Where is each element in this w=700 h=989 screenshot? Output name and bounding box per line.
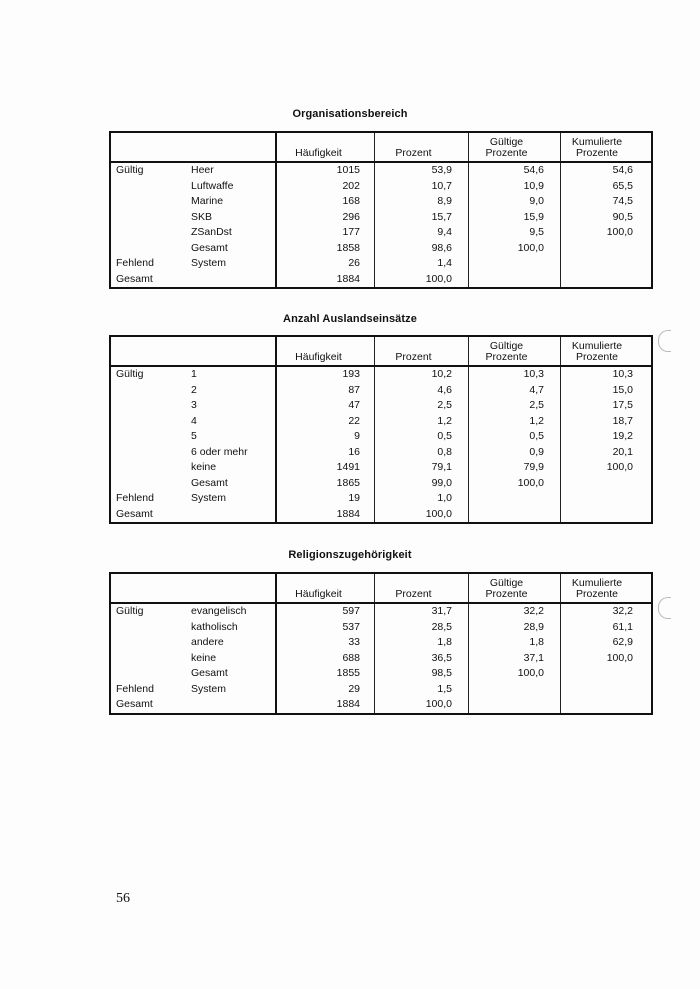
header-empty-group [110, 132, 186, 162]
table-row [110, 179, 652, 195]
row-group-cell [110, 460, 186, 476]
row-group-cell [110, 241, 186, 257]
haeufigkeit-cell: 1865 [276, 476, 375, 492]
row-group-cell: Fehlend [116, 257, 154, 269]
kumulierte-prozente-cell: 100,0 [561, 225, 653, 241]
haeufigkeit-cell: 1015 [276, 162, 375, 179]
header-kumulierte-prozente [561, 132, 653, 162]
header-kumulierte-prozente [561, 336, 653, 366]
kumulierte-prozente-cell: 90,5 [561, 210, 653, 226]
header-empty-group [110, 336, 186, 366]
kumulierte-prozente-cell [561, 697, 653, 714]
kumulierte-prozente-cell: 74,5 [561, 194, 653, 210]
row-group-cell: Gültig [116, 368, 144, 380]
table-row [110, 507, 652, 524]
row-label-cell: 3 [191, 399, 197, 411]
prozent-cell: 1,0 [375, 491, 469, 507]
row-group-cell: Gültig [116, 164, 144, 176]
prozent-cell: 4,6 [375, 383, 469, 399]
prozent-cell: 98,6 [375, 241, 469, 257]
row-label-cell: keine [191, 461, 217, 473]
table-title-organisationsbereich: Organisationsbereich [292, 108, 408, 120]
kumulierte-prozente-cell: 65,5 [561, 179, 653, 195]
gueltige-prozente-cell [469, 682, 561, 698]
gueltige-prozente-cell: 100,0 [469, 666, 561, 682]
table-body [110, 366, 652, 523]
table-row [110, 256, 652, 272]
header-haeufigkeit: Häufigkeit [276, 573, 375, 603]
haeufigkeit-cell: 168 [276, 194, 375, 210]
header-kumulierte-line1: Kumulierte [571, 136, 623, 148]
row-label-cell: Gesamt [191, 241, 228, 254]
row-group-cell [110, 225, 186, 241]
row-group-cell [110, 210, 186, 226]
prozent-cell: 36,5 [375, 651, 469, 667]
haeufigkeit-cell: 177 [276, 225, 375, 241]
gueltige-prozente-cell: 10,3 [469, 366, 561, 383]
kumulierte-prozente-cell: 54,6 [561, 162, 653, 179]
table-row [110, 460, 652, 476]
haeufigkeit-cell: 26 [276, 256, 375, 272]
gueltige-prozente-cell [469, 256, 561, 272]
prozent-cell: 1,4 [375, 256, 469, 272]
haeufigkeit-cell: 1884 [276, 697, 375, 714]
table-row [110, 682, 652, 698]
gueltige-prozente-cell: 0,5 [469, 429, 561, 445]
row-group-cell [110, 635, 186, 651]
gueltige-prozente-cell: 79,9 [469, 460, 561, 476]
row-label-cell: 2 [191, 383, 197, 396]
row-label-cell: Luftwaffe [191, 179, 234, 192]
row-group-cell [110, 398, 186, 414]
kumulierte-prozente-cell: 19,2 [561, 429, 653, 445]
table-anzahl-auslandseinsaetze [109, 335, 633, 524]
row-label-cell: Marine [191, 195, 224, 207]
row-label-cell: Gesamt [191, 667, 228, 679]
row-label-cell [186, 697, 276, 714]
prozent-cell: 10,2 [375, 366, 469, 383]
prozent-cell: 53,9 [375, 162, 469, 179]
haeufigkeit-cell: 47 [276, 398, 375, 414]
header-kumulierte-line1: Kumulierte [571, 577, 623, 589]
kumulierte-prozente-cell [561, 491, 653, 507]
gueltige-prozente-cell: 1,8 [469, 635, 561, 651]
header-empty-label [186, 132, 276, 162]
table-body [110, 162, 652, 288]
row-group-cell [110, 194, 186, 210]
table-row [110, 366, 652, 383]
row-group-cell [110, 476, 186, 492]
header-gueltige-line2: Prozente [485, 147, 528, 159]
gueltige-prozente-cell: 32,2 [469, 603, 561, 620]
table-row [110, 666, 652, 682]
frequency-table [109, 335, 653, 524]
prozent-cell: 1,2 [375, 414, 469, 430]
row-label-cell: 1 [191, 368, 197, 380]
table-row [110, 476, 652, 492]
gueltige-prozente-cell [469, 272, 561, 289]
header-gueltige-prozente [469, 336, 561, 366]
header-gueltige-line1: Gültige [489, 340, 524, 352]
row-group-cell [110, 179, 186, 195]
table-organisationsbereich [109, 131, 633, 289]
table-header-row [110, 573, 652, 603]
header-haeufigkeit: Häufigkeit [276, 336, 375, 366]
table-row [110, 697, 652, 714]
haeufigkeit-cell: 16 [276, 445, 375, 461]
kumulierte-prozente-cell: 61,1 [561, 620, 653, 636]
table-header-row [110, 132, 652, 162]
prozent-cell: 15,7 [375, 210, 469, 226]
row-label-cell: SKB [191, 210, 213, 223]
header-gueltige-prozente [469, 132, 561, 162]
table-row [110, 398, 652, 414]
table-row [110, 383, 652, 399]
row-label-cell: katholisch [191, 620, 238, 633]
prozent-cell: 79,1 [375, 460, 469, 476]
frequency-table [109, 131, 653, 289]
row-label-cell: Gesamt [191, 476, 228, 489]
header-gueltige-line2: Prozente [485, 351, 528, 363]
row-group-cell [110, 414, 186, 430]
table-row [110, 635, 652, 651]
kumulierte-prozente-cell: 15,0 [561, 383, 653, 399]
row-group-cell [110, 445, 186, 461]
kumulierte-prozente-cell [561, 272, 653, 289]
gueltige-prozente-cell [469, 697, 561, 714]
gueltige-prozente-cell: 100,0 [469, 476, 561, 492]
gueltige-prozente-cell: 100,0 [469, 241, 561, 257]
row-group-cell: Gültig [116, 605, 144, 617]
row-group-cell: Gesamt [116, 272, 153, 285]
gueltige-prozente-cell [469, 491, 561, 507]
row-group-cell [110, 383, 186, 399]
kumulierte-prozente-cell [561, 507, 653, 524]
haeufigkeit-cell: 193 [276, 366, 375, 383]
gueltige-prozente-cell: 4,7 [469, 383, 561, 399]
row-label-cell: System [191, 492, 227, 504]
haeufigkeit-cell: 1491 [276, 460, 375, 476]
haeufigkeit-cell: 87 [276, 383, 375, 399]
row-group-cell: Gesamt [116, 698, 153, 710]
kumulierte-prozente-cell [561, 682, 653, 698]
row-group-cell: Fehlend [116, 492, 154, 504]
row-group-cell [110, 429, 186, 445]
row-group-cell [110, 651, 186, 667]
prozent-cell: 1,8 [375, 635, 469, 651]
header-kumulierte-line2: Prozente [575, 147, 619, 159]
table-row [110, 162, 652, 179]
haeufigkeit-cell: 597 [276, 603, 375, 620]
row-label-cell: 5 [191, 430, 197, 442]
gueltige-prozente-cell: 0,9 [469, 445, 561, 461]
table-title-anzahl-auslandseinsaetze: Anzahl Auslandseinsätze [283, 313, 417, 325]
haeufigkeit-cell: 1855 [276, 666, 375, 682]
prozent-cell: 100,0 [375, 697, 469, 714]
row-group-cell: Fehlend [116, 682, 154, 695]
kumulierte-prozente-cell: 100,0 [561, 651, 653, 667]
header-gueltige-prozente [469, 573, 561, 603]
row-label-cell: ZSanDst [191, 226, 232, 238]
gueltige-prozente-cell: 9,0 [469, 194, 561, 210]
row-label-cell: 4 [191, 414, 197, 427]
kumulierte-prozente-cell: 62,9 [561, 635, 653, 651]
kumulierte-prozente-cell [561, 256, 653, 272]
gueltige-prozente-cell [469, 507, 561, 524]
table-row [110, 241, 652, 257]
table-row [110, 414, 652, 430]
header-haeufigkeit: Häufigkeit [276, 132, 375, 162]
haeufigkeit-cell: 1884 [276, 507, 375, 524]
row-group-cell: Gesamt [116, 507, 153, 520]
prozent-cell: 10,7 [375, 179, 469, 195]
row-label-cell: 6 oder mehr [191, 445, 248, 458]
table-row [110, 194, 652, 210]
header-kumulierte-line2: Prozente [575, 351, 619, 363]
prozent-cell: 8,9 [375, 194, 469, 210]
frequency-table [109, 572, 653, 715]
row-label-cell: System [191, 682, 227, 695]
header-empty-group [110, 573, 186, 603]
gueltige-prozente-cell: 2,5 [469, 398, 561, 414]
prozent-cell: 1,5 [375, 682, 469, 698]
haeufigkeit-cell: 29 [276, 682, 375, 698]
prozent-cell: 100,0 [375, 272, 469, 289]
header-kumulierte-prozente [561, 573, 653, 603]
gueltige-prozente-cell: 9,5 [469, 225, 561, 241]
row-label-cell: Heer [191, 164, 214, 176]
haeufigkeit-cell: 296 [276, 210, 375, 226]
kumulierte-prozente-cell [561, 241, 653, 257]
row-label-cell [186, 272, 276, 289]
header-prozent: Prozent [375, 573, 469, 603]
gueltige-prozente-cell: 37,1 [469, 651, 561, 667]
table-body [110, 603, 652, 714]
prozent-cell: 0,5 [375, 429, 469, 445]
header-empty-label [186, 573, 276, 603]
prozent-cell: 2,5 [375, 398, 469, 414]
row-label-cell: keine [191, 651, 217, 664]
row-group-cell [110, 620, 186, 636]
header-prozent: Prozent [375, 132, 469, 162]
row-label-cell [186, 507, 276, 524]
gueltige-prozente-cell: 1,2 [469, 414, 561, 430]
prozent-cell: 28,5 [375, 620, 469, 636]
header-kumulierte-line1: Kumulierte [571, 340, 623, 352]
row-label-cell: System [191, 257, 227, 269]
kumulierte-prozente-cell: 100,0 [561, 460, 653, 476]
kumulierte-prozente-cell: 20,1 [561, 445, 653, 461]
table-title-religionszugehoerigkeit: Religionszugehörigkeit [288, 549, 412, 561]
header-empty-label [186, 336, 276, 366]
haeufigkeit-cell: 22 [276, 414, 375, 430]
row-label-cell: evangelisch [191, 605, 247, 617]
gueltige-prozente-cell: 15,9 [469, 210, 561, 226]
table-row [110, 272, 652, 289]
row-label-cell: andere [191, 636, 224, 648]
kumulierte-prozente-cell: 32,2 [561, 603, 653, 620]
margin-punch-mark [658, 330, 671, 352]
haeufigkeit-cell: 537 [276, 620, 375, 636]
page-number: 56 [116, 891, 130, 906]
prozent-cell: 9,4 [375, 225, 469, 241]
margin-punch-mark [658, 597, 671, 619]
header-gueltige-line1: Gültige [489, 577, 524, 589]
haeufigkeit-cell: 1858 [276, 241, 375, 257]
gueltige-prozente-cell: 28,9 [469, 620, 561, 636]
haeufigkeit-cell: 9 [276, 429, 375, 445]
kumulierte-prozente-cell: 18,7 [561, 414, 653, 430]
kumulierte-prozente-cell: 17,5 [561, 398, 653, 414]
table-row [110, 620, 652, 636]
header-gueltige-line1: Gültige [489, 136, 524, 148]
prozent-cell: 100,0 [375, 507, 469, 524]
table-row [110, 491, 652, 507]
header-gueltige-line2: Prozente [485, 588, 528, 600]
table-row [110, 651, 652, 667]
gueltige-prozente-cell: 10,9 [469, 179, 561, 195]
table-row [110, 445, 652, 461]
table-header-row [110, 336, 652, 366]
kumulierte-prozente-cell [561, 476, 653, 492]
table-religionszugehoerigkeit [109, 572, 633, 715]
haeufigkeit-cell: 1884 [276, 272, 375, 289]
kumulierte-prozente-cell: 10,3 [561, 366, 653, 383]
haeufigkeit-cell: 202 [276, 179, 375, 195]
table-row [110, 210, 652, 226]
gueltige-prozente-cell: 54,6 [469, 162, 561, 179]
haeufigkeit-cell: 33 [276, 635, 375, 651]
table-row [110, 225, 652, 241]
haeufigkeit-cell: 19 [276, 491, 375, 507]
row-group-cell [110, 666, 186, 682]
kumulierte-prozente-cell [561, 666, 653, 682]
prozent-cell: 98,5 [375, 666, 469, 682]
header-prozent: Prozent [375, 336, 469, 366]
table-row [110, 429, 652, 445]
header-kumulierte-line2: Prozente [575, 588, 619, 600]
prozent-cell: 0,8 [375, 445, 469, 461]
haeufigkeit-cell: 688 [276, 651, 375, 667]
prozent-cell: 31,7 [375, 603, 469, 620]
prozent-cell: 99,0 [375, 476, 469, 492]
table-row [110, 603, 652, 620]
